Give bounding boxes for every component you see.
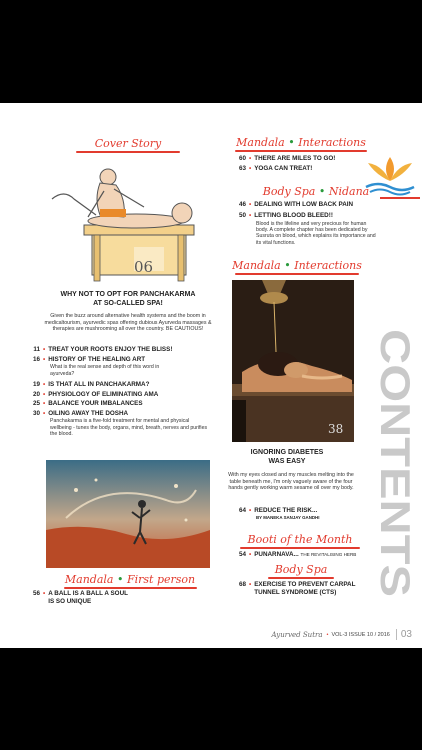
body-spa-entry[interactable]: 68 • EXERCISE TO PREVENT CARPAL TUNNEL SYNDROME (CTS) [238, 581, 356, 596]
first-person-heading: Mandala • First person [60, 573, 200, 589]
first-person-entry[interactable]: 56 • A BALL IS A BALL A SOUL IS SO UNIQUE [32, 590, 128, 605]
cover-story-title[interactable]: WHY NOT TO OPT FOR PANCHAKARMA AT SO-CALLED SPA! [60, 291, 196, 307]
magazine-name: Ayurved Sutra [271, 630, 323, 639]
cover-story-list [24, 346, 214, 442]
toc-entry[interactable]: 25 • BALANCE YOUR IMBALANCES [32, 400, 143, 408]
toc-entry[interactable]: 19 • IS THAT ALL IN PANCHAKARMA? [32, 381, 150, 388]
mandala-interactions-heading: Mandala • Interactions [232, 136, 370, 152]
mandala-interactions-list [230, 155, 380, 174]
section-rule [380, 197, 420, 199]
body-spa-heading: Body Spa [246, 563, 356, 579]
toc-entry[interactable]: 30 • OILING AWAY THE DOSHA [32, 409, 129, 417]
cover-page-badge: 06 [134, 258, 154, 276]
first-person-painting [46, 460, 210, 568]
page-number: 03 [396, 629, 412, 640]
toc-entry-description: What is the real sense and depth of this word in ayurveda? [50, 364, 160, 377]
toc-entry[interactable]: 63 • YOGA CAN TREAT! [238, 164, 313, 172]
toc-entry-description: Blood is the lifeline and very precious for human body. A complete chapter has been dedicated by Susruta on blood, which explains its importance and its vital functions. [256, 220, 376, 246]
contents-vertical-title [371, 329, 419, 599]
toc-entry[interactable]: 11 • TREAT YOUR ROOTS ENJOY THE BLISS! [33, 346, 173, 353]
cover-story-description: Given the buzz around alternative health systems and the boom in medicaltourism, ayurvedic spas offering dubious Ayurveda massages & therapies are mushrooming all over the country. BE CAUTIOUS! [44, 313, 212, 333]
byline: BY MANEKA SANJAY GANDHI [256, 515, 320, 520]
body-spa-nidana-list [230, 201, 380, 250]
toc-entry[interactable]: 60 • THERE ARE MILES TO GO! [238, 155, 336, 162]
diabetes-feature-description: With my eyes closed and my muscles melting into the table beneath me, I'm only vaguely aware of the four hands gently working warm sesame oil over my body. [228, 472, 354, 492]
toc-entry[interactable]: 20 • PHYSIOLOGY OF ELIMINATING AMA [32, 390, 159, 398]
contents-word-text: CONTENTS [371, 329, 419, 560]
magazine-page [0, 103, 422, 648]
body-spa-nidana-heading: Body Spa • Nidana [262, 185, 370, 198]
booti-entry[interactable]: 54 • PUNARNAVA... THE REVITALISING HERB [238, 551, 357, 558]
photo-page-badge: 38 [328, 422, 344, 436]
cover-story-heading: Cover Story [70, 137, 186, 153]
shirodhara-photo [232, 280, 354, 442]
page-footer: Ayurved Sutra • VOL-3 ISSUE 10 / 2016 03 [271, 629, 412, 640]
booti-heading: Booti of the Month [238, 533, 362, 549]
massage-illustration [44, 159, 212, 281]
reduce-risk-entry[interactable]: 64 • REDUCE THE RISK... BY MANEKA SANJAY GANDHI [230, 507, 380, 520]
toc-entry[interactable]: 50 • LETTING BLOOD BLEED!! [238, 212, 333, 219]
toc-entry[interactable]: 46 • DEALING WITH LOW BACK PAIN [238, 201, 354, 208]
mandala-interactions-heading-2: Mandala • Interactions [232, 259, 362, 275]
issue-info: VOL-3 ISSUE 10 / 2016 [331, 631, 390, 638]
toc-entry[interactable]: 16 • HISTORY OF THE HEALING ART [32, 355, 146, 363]
toc-entry-description: Panchakarma is a five-fold treatment for mental and physical wellbeing - tunes the body, organs, mind, breath, nerves and purifies the blood. [50, 418, 208, 438]
diabetes-feature-title[interactable]: IGNORING DIABETES WAS EASY [250, 449, 324, 465]
